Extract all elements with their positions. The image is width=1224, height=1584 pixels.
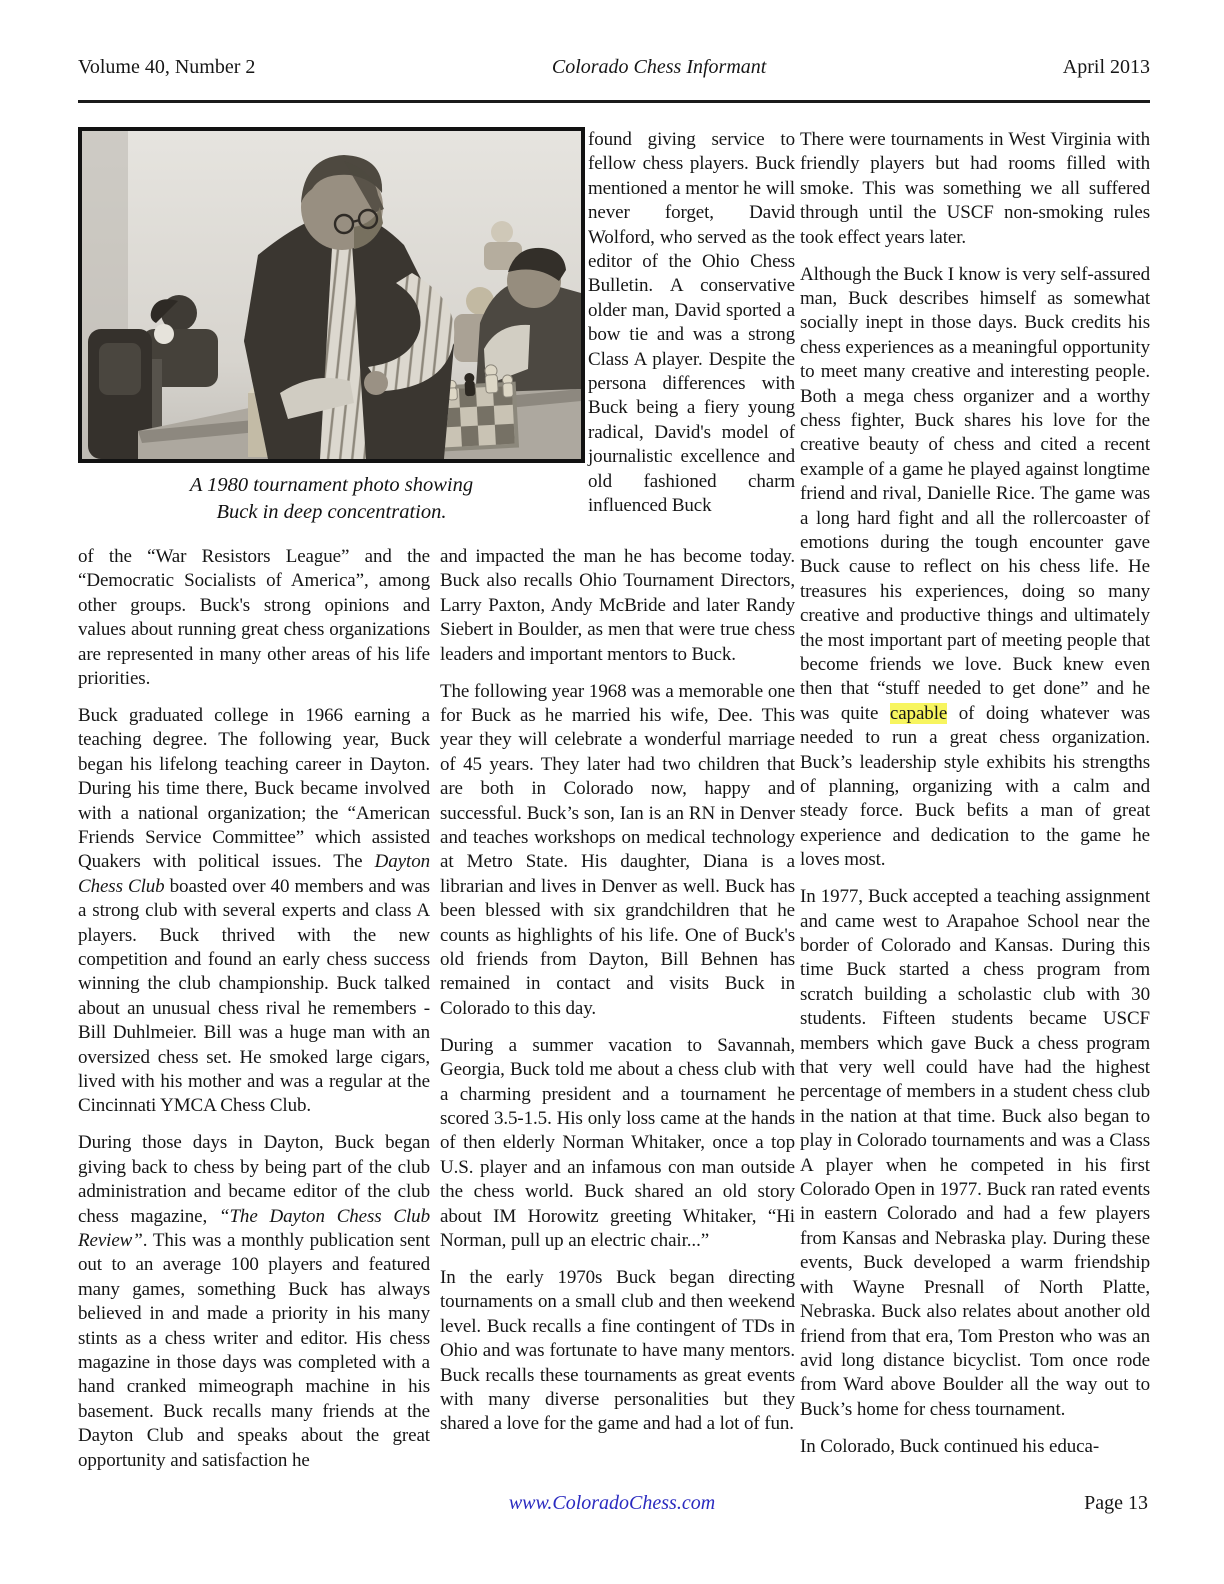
middle-column xyxy=(440,545,795,1437)
website-link[interactable]: www.ColoradoChess.com xyxy=(508,1492,716,1514)
paragraph: There were tournaments in West Virginia with friendly players but had rooms filled with smoke. This was something we all suffered through until the USCF non-smoking rules took effect years later. xyxy=(800,129,1150,248)
paragraph: In 1977, Buck accepted a teaching assignment and came west to Arapahoe School near the border of Colorado and Kansas. During this time Buck started a chess program from scratch building a scholastic club with 30 students. Fifteen students became USCF members which gave Buck a chess program that very well could have had the highest percentage of members in a student chess club in the nation at that time. Buck also began to play in Colorado tournaments and was a Class A player when he competed in his first Colorado Open in 1977. Buck ran rated events in eastern Colorado and had a few players from Kansas and Nebraska play. During these events, Buck developed a warm friendship with Wayne Presnall of North Platte, Nebraska. Buck also relates about another old friend from that era, Tom Preston who was an avid long distance bicyclist. Tom once rode from Ward above Boulder all the way out to Buck’s home for chess tournament. xyxy=(800,886,1150,1420)
paragraph: In Colorado, Buck continued his educa- xyxy=(800,1435,1100,1457)
paragraph: Buck graduated college in 1966 earning a teaching degree. The following year, Buck began his lifelong teaching career in Dayton. During his time there, Buck became involved with a national organization; the “American Friends Service Committee” which assisted Quakers with political issues. The Dayton Chess Club boasted over 40 members and was a strong club with several experts and class A players. Buck thrived with the new competition and found an early chess success winning the club championship. Buck talked about an unusual chess rival he remembers - Bill Duhlmeier. Bill was a huge man with an oversized chess set. He smoked large cigars, lived with his mother and was a regular at the Cincinnati YMCA Chess Club. xyxy=(78,704,430,1117)
paragraph-with-highlight: Although the Buck I know is very self-assured man, Buck describes himself as somewhat socially inept in those days. Buck credits his chess experiences as a meaningful opportunity to meet many creative and interesting people. Both a mega chess organizer and a worthy chess fighter, Buck shares his love for the creative beauty of chess and cited a recent example of a game he played against longtime friend and rival, Danielle Rice. The game was a long hard fight and all the rollercoaster of emotions during the tough encounter gave Buck cause to reflect on his chess life. He treasures his experiences, doing so many creative and productive things and ultimately the most important part of meeting people that become friends we love. Buck knew even then that “stuff needed to get done” and he was quite capable of doing whatever was needed to run a great chess organization. Buck’s leadership style exhibits his strengths of planning, organizing with a calm and steady force. Buck befits a man of great experience and dedication to the game he loves most. xyxy=(800,263,1150,871)
italic-text: Dayton Chess Club xyxy=(78,851,430,897)
photo-caption-line1: A 1980 tournament photo showing xyxy=(189,474,474,496)
photo-caption-line2: Buck in deep concentration. xyxy=(216,501,447,523)
paragraph: During those days in Dayton, Buck began giving back to chess by being part of the club administration and became editor of the club chess magazine, “The Dayton Chess Club Review”. This was a monthly publication sent out to an average 100 players and featured many games, something Buck has always believed in and made a priority in his many stints as a chess writer and editor. His chess magazine in those days was completed with a hand cranked mimeograph machine in his basement. Buck recalls many friends at the Dayton Club and speaks about the great opportunity and satisfaction he xyxy=(78,1132,430,1471)
paragraph: The following year 1968 was a memorable one for Buck as he married his wife, Dee. This year they will celebrate a wonderful marriage of 45 years. They later had two children that are both in Colorado now, happy and successful. Buck’s son, Ian is an RN in Denver and teaches workshops on medical technology at Metro State. His daughter, Diana is a librarian and lives in Denver as well. Buck has been blessed with six grandchildren that he counts as highlights of his life. One of Buck's old friends from Dayton, Bill Behnen has remained in contact and visits Buck in Colorado to this day. xyxy=(440,680,795,1019)
highlighted-word: capable xyxy=(889,702,948,724)
header-rule xyxy=(78,100,1150,103)
middle-column-wrap-text xyxy=(588,128,795,519)
paragraph-wrap-continuation: found giving service to fellow chess players. Buck mentioned a mentor he will never forget, David Wolford, who served as the editor of the Ohio Chess Bulletin. A conservative older man, David sported a bow tie and was a strong Class A player. Despite the persona differences with Buck being a fiery young radical, David's model of journalistic excellence and old fashioned charm influenced Buck xyxy=(588,129,795,517)
photo-caption xyxy=(78,472,585,526)
footer-website-link-row xyxy=(0,1492,1224,1515)
left-column xyxy=(78,545,430,1473)
tournament-photo xyxy=(78,127,585,463)
paragraph: and impacted the man he has become today. Buck also recalls Ohio Tournament Directors, Larry Paxton, Andy McBride and later Randy Siebert in Boulder, as men that were true chess leaders and important mentors to Buck. xyxy=(440,546,795,665)
tournament-photo-figure xyxy=(78,127,585,526)
paragraph: In the early 1970s Buck began directing tournaments on a small club and then weekend level. Buck recalls a fine contingent of TDs in Ohio and was fortunate to have many mentors. Buck recalls these tournaments as great events with many diverse personalities but they shared a love for the game and had a lot of fun. xyxy=(440,1266,795,1435)
paragraph: During a summer vacation to Savannah, Georgia, Buck told me about a chess club with a charming president and a tournament he scored 3.5-1.5. His only loss came at the hands of then elderly Norman Whitaker, once a top U.S. player and an infamous con man outside the chess world. Buck shared an old story about IM Horowitz greeting Whitaker, “Hi Norman, pull up an electric chair...” xyxy=(440,1034,795,1251)
header-title: Colorado Chess Informant xyxy=(551,56,767,78)
right-column xyxy=(800,128,1150,1459)
page-number: Page 13 xyxy=(1084,1492,1148,1514)
header-date: April 2013 xyxy=(1062,56,1150,78)
page-header xyxy=(78,56,1150,79)
paragraph: of the “War Resistors League” and the “Democratic Socialists of America”, among other groups. Buck's strong opinions and values about running great chess organizations are represented in many other areas of his life priorities. xyxy=(78,546,430,690)
header-volume: Volume 40, Number 2 xyxy=(78,56,256,78)
italic-text: “The Dayton Chess Club Review” xyxy=(78,1205,430,1251)
